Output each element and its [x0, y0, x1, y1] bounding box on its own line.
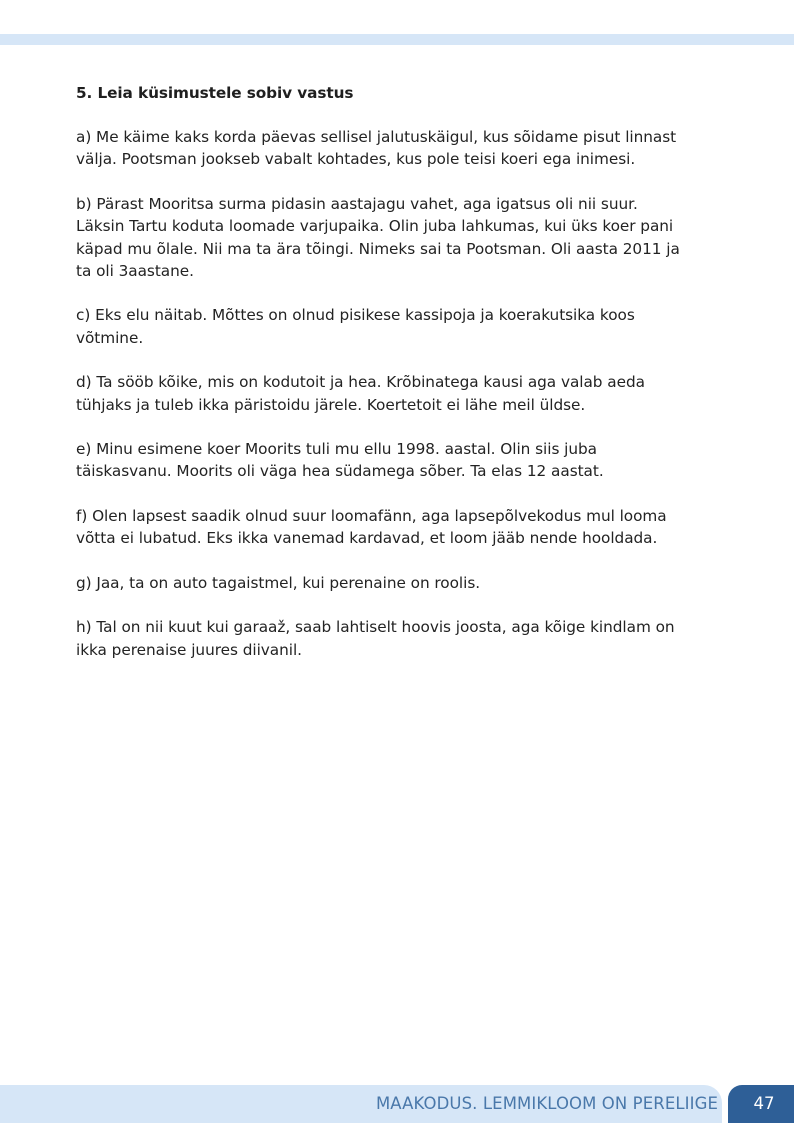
- answer-line: võtta ei lubatud. Eks ikka vanemad kardavad, et loom jääb nende hooldada.: [76, 529, 658, 548]
- answer-f: [76, 505, 726, 550]
- answer-line: täiskasvanu. Moorits oli väga hea südamega sõber. Ta elas 12 aastat.: [76, 462, 604, 481]
- answer-line: c) Eks elu näitab. Mõttes on olnud pisikese kassipoja ja koerakutsika koos: [76, 306, 635, 325]
- answer-line: ikka perenaise juures diivanil.: [76, 640, 302, 659]
- answer-line: käpad mu õlale. Nii ma ta ära tõingi. Nimeks sai ta Pootsman. Oli aasta 2011 ja: [76, 239, 680, 258]
- answer-line: ta oli 3aastane.: [76, 262, 194, 281]
- answer-b: [76, 193, 726, 283]
- answer-line: a) Me käime kaks korda päevas sellisel jalutuskäigul, kus sõidame pisut linnast: [76, 128, 677, 146]
- answer-line: d) Ta sööb kõike, mis on kodutoit ja hea. Krõbinatega kausi aga valab aeda: [76, 373, 645, 392]
- chapter-title: MAAKODUS. LEMMIKLOOM ON PERELIIGE: [375, 1094, 718, 1113]
- exercise-section: [76, 82, 726, 661]
- answer-d: [76, 371, 726, 416]
- answer-line: tühjaks ja tuleb ikka päristoidu järele. Koertetoit ei lähe meil üldse.: [76, 395, 586, 414]
- answer-line: välja. Pootsman jookseb vabalt kohtades, kus pole teisi koeri ega inimesi.: [76, 150, 636, 169]
- answer-line: g) Jaa, ta on auto tagaistmel, kui perenaine on roolis.: [76, 573, 481, 592]
- answer-c: [76, 304, 726, 349]
- answer-h: [76, 616, 726, 661]
- answer-line: f) Olen lapsest saadik olnud suur loomafänn, aga lapsepõlvekodus mul looma: [76, 506, 667, 525]
- answer-line: h) Tal on nii kuut kui garaaž, saab lahtiselt hoovis joosta, aga kõige kindlam on: [76, 618, 675, 637]
- top-decorative-band: [0, 34, 794, 45]
- answer-line: e) Minu esimene koer Moorits tuli mu ellu 1998. aastal. Olin siis juba: [76, 440, 598, 459]
- answer-e: [76, 438, 726, 483]
- footer-band: [0, 1085, 722, 1123]
- answer-line: Läksin Tartu koduta loomade varjupaika. Olin juba lahkumas, kui üks koer pani: [76, 217, 674, 236]
- page-number: 47: [753, 1094, 775, 1113]
- answer-line: b) Pärast Mooritsa surma pidasin aastajagu vahet, aga igatsus oli nii suur.: [76, 194, 638, 213]
- answer-a: [76, 126, 726, 171]
- answer-line: võtmine.: [76, 328, 144, 347]
- exercise-heading: 5. Leia küsimustele sobiv vastus: [76, 84, 354, 102]
- answer-g: [76, 572, 726, 594]
- page-number-box: [728, 1085, 794, 1123]
